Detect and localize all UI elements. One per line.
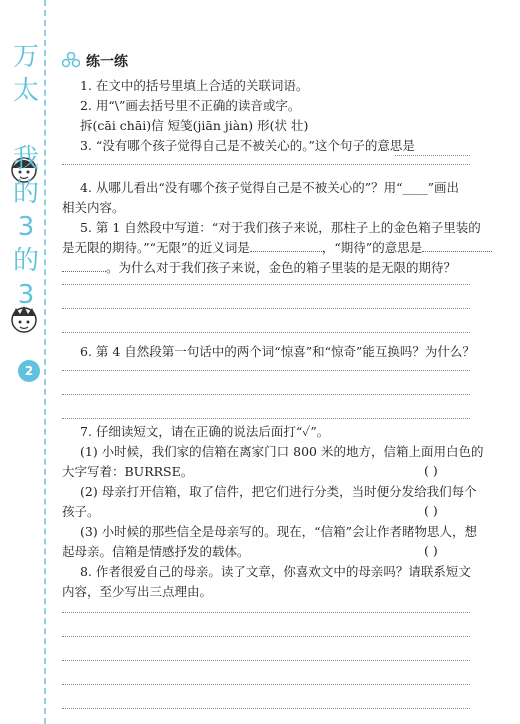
- question-5-text: 。为什么对于我们孩子来说，金色的箱子里装的是无限的期待？: [106, 260, 457, 275]
- dashed-border: [44, 0, 46, 724]
- meaning-blank-cont[interactable]: [62, 260, 106, 272]
- section-title: 练一练: [86, 54, 128, 70]
- question-1: 1. 在文中的括号里填上合适的关联词语。: [80, 78, 309, 93]
- answer-line[interactable]: [62, 708, 470, 709]
- question-5-cont: [62, 239, 492, 257]
- statement-2-cont: 孩子。: [62, 504, 100, 519]
- side-letter: 太: [12, 76, 39, 106]
- question-5-text: ，“期待”的意思是: [321, 240, 423, 255]
- statement-1: (1) 小时候，我们家的信箱在离家门口 800 米的地方，信箱上面用白色的: [80, 444, 484, 459]
- question-3: 3. “没有哪个孩子觉得自己是不被关心的。”这个句子的意思是: [80, 138, 415, 153]
- side-letter: 万: [12, 42, 39, 72]
- checkbox-paren-1[interactable]: ( ): [424, 463, 438, 478]
- statement-1-cont: 大字写着：BURRSE。: [62, 464, 194, 479]
- answer-line[interactable]: [62, 164, 470, 165]
- question-5-cont2: [62, 259, 456, 277]
- answer-line[interactable]: [62, 636, 470, 637]
- question-5: 5. 第 1 自然段中写道：“对于我们孩子来说，那柱子上的金色箱子里装的: [80, 220, 481, 235]
- answer-line[interactable]: [395, 155, 470, 156]
- side-letter: 的: [12, 178, 39, 208]
- question-5-text: 是无限的期待。”“无限”的近义词是: [62, 240, 250, 255]
- answer-line[interactable]: [62, 308, 470, 309]
- question-6: 6. 第 4 自然段第一句话中的两个词“惊喜”和“惊奇”能互换吗？为什么？: [80, 344, 475, 359]
- section-header: [62, 50, 128, 72]
- question-2-items: 拆(cāi chāi)信 短笺(jiān jiàn) 形(状 壮): [80, 118, 309, 133]
- answer-line[interactable]: [62, 284, 470, 285]
- statement-3: (3) 小时候的那些信全是母亲写的。现在，“信箱”会让作者睹物思人，想: [80, 524, 477, 539]
- meaning-blank[interactable]: [422, 240, 492, 252]
- checkbox-paren-2[interactable]: ( ): [424, 503, 438, 518]
- question-4: 4. 从哪儿看出“没有哪个孩子觉得自己是不被关心的”？用“____”画出: [80, 180, 459, 195]
- question-8-cont: 内容，至少写出三点理由。: [62, 584, 213, 599]
- question-2: 2. 用“\”画去括号里不正确的读音或字。: [80, 98, 301, 113]
- checkbox-paren-3[interactable]: ( ): [424, 543, 438, 558]
- question-8: 8. 作者很爱自己的母亲。读了文章，你喜欢文中的母亲吗？请联系短文: [80, 564, 471, 579]
- answer-line[interactable]: [62, 370, 470, 371]
- statement-3-cont: 起母亲。信箱是情感抒发的载体。: [62, 544, 250, 559]
- statement-2: (2) 母亲打开信箱，取了信件，把它们进行分类，当时便分发给我们每个: [80, 484, 477, 499]
- answer-line[interactable]: [62, 332, 470, 333]
- question-7: 7. 仔细读短文，请在正确的说法后面打“✓”。: [80, 424, 330, 439]
- answer-line[interactable]: [62, 394, 470, 395]
- side-letter: 3: [17, 280, 35, 310]
- side-letter: 3: [17, 212, 35, 242]
- question-4-cont: 相关内容。: [62, 200, 125, 215]
- synonym-blank[interactable]: [250, 240, 322, 252]
- side-decoration: [0, 0, 58, 724]
- side-letter: 我: [12, 144, 39, 174]
- flower-icon: [62, 52, 80, 70]
- side-letters: [8, 40, 44, 312]
- answer-line[interactable]: [62, 660, 470, 661]
- answer-line[interactable]: [62, 684, 470, 685]
- page-number: 2: [18, 360, 40, 382]
- answer-line[interactable]: [62, 612, 470, 613]
- answer-line[interactable]: [62, 418, 470, 419]
- side-letter: 的: [12, 246, 39, 276]
